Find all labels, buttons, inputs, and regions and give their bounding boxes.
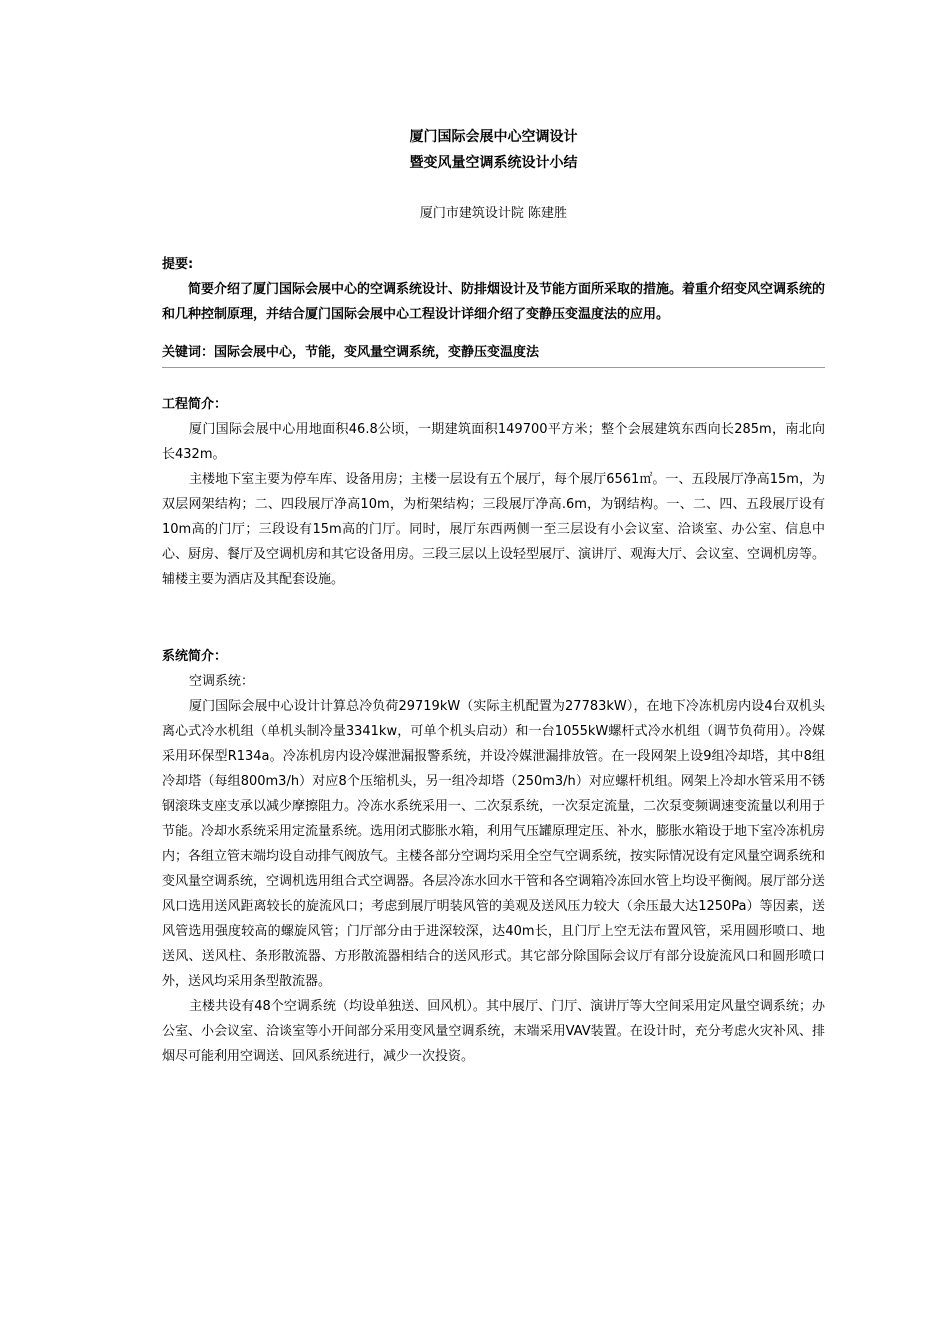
document-title — [162, 124, 825, 176]
document-page — [162, 124, 825, 1069]
overview-paragraph: 主楼地下室主要为停车库、设备用房；主楼一层设有五个展厅，每个展厅6561㎡。一、五段展厅净高15m，为双层网架结构；二、四段展厅净高10m，为桁架结构；三段展厅净高.6m，为钢结构。一、二、四、五段展厅设有10m高的门厅；三段设有15m高的门厅。同时，展厅东西两侧一至三层设有小会议室、洽谈室、办公室、信息中心、厨房、餐厅及空调机房和其它设备用房。三段三层以上设轻型展厅、演讲厅、观海大厅、会议室、空调机房等。辅楼主要为酒店及其配套设施。 — [162, 472, 826, 587]
title-line-2: 暨变风量空调系统设计小结 — [409, 155, 578, 171]
abstract-section — [162, 252, 825, 327]
overview-section — [162, 392, 825, 592]
system-label: 系统简介： — [162, 649, 228, 664]
overview-label: 工程简介： — [162, 397, 228, 412]
system-sub-label: 空调系统： — [189, 674, 255, 689]
overview-paragraph: 厦门国际会展中心用地面积46.8公顷，一期建筑面积149700平方米；整个会展建筑东西向长285m，南北向长432m。 — [162, 422, 825, 462]
title-line-1: 厦门国际会展中心空调设计 — [409, 129, 578, 145]
system-paragraph: 主楼共设有48个空调系统（均设单独送、回风机）。其中展厅、门厅、演讲厅等大空间采用定风量空调系统；办公室、小会议室、洽谈室等小开间部分采用变风量空调系统，末端采用VAV装置。在设计时，充分考虑火灾补风、排烟尽可能利用空调送、回风系统进行，减少一次投资。 — [162, 999, 825, 1064]
keywords-line: 关键词：国际会展中心，节能，变风量空调系统，变静压变温度法 — [162, 341, 825, 368]
abstract-text: 简要介绍了厦门国际会展中心的空调系统设计、防排烟设计及节能方面所采取的措施。着重介绍变风空调系统的和几种控制原理，并结合厦门国际会展中心工程设计详细介绍了变静压变温度法的应用。 — [162, 282, 826, 322]
system-section — [162, 644, 825, 1069]
author-line: 厦门市建筑设计院 陈建胜 — [419, 206, 568, 221]
system-paragraph: 厦门国际会展中心设计计算总冷负荷29719kW（实际主机配置为27783kW），在地下冷冻机房内设4台双机头离心式冷水机组（单机头制冷量3341kw，可单个机头启动）和一台1055kW螺杆式冷水机组（调节负荷用）。冷媒采用环保型R134a。冷冻机房内设冷媒泄漏报警系统，并设冷媒泄漏排放管。在一段网架上设9组冷却塔，其中8组冷却塔（每组800m3/h）对应8个压缩机头，另一组冷却塔（250m3/h）对应螺杆机组。网架上冷却水管采用不锈钢滚珠支座支承以减少摩擦阻力。冷冻水系统采用一、二次泵系统，一次泵定流量，二次泵变频调速变流量以利用于节能。冷却水系统采用定流量系统。选用闭式膨胀水箱，利用气压罐原理定压、补水，膨胀水箱设于地下室冷冻机房内；各组立管末端均设自动排气阀放气。主楼各部分空调均采用全空气空调系统，按实际情况设有定风量空调系统和变风量空调系统，空调机选用组合式空调器。各层冷冻水回水干管和各空调箱冷冻回水管上均设平衡阀。展厅部分送风口选用送风距离较长的旋流风口；考虑到展厅明装风管的美观及送风压力较大（余压最大达1250Pa）等因素，送风管选用强度较高的螺旋风管；门厅部分由于进深较深，达40m长，且门厅上空无法布置风管，采用圆形喷口、地送风、送风柱、条形散流器、方形散流器相结合的送风形式。其它部分除国际会议厅有部分设旋流风口和圆形喷口外，送风均采用条型散流器。 — [162, 699, 826, 989]
abstract-label: 提要: — [162, 257, 194, 272]
